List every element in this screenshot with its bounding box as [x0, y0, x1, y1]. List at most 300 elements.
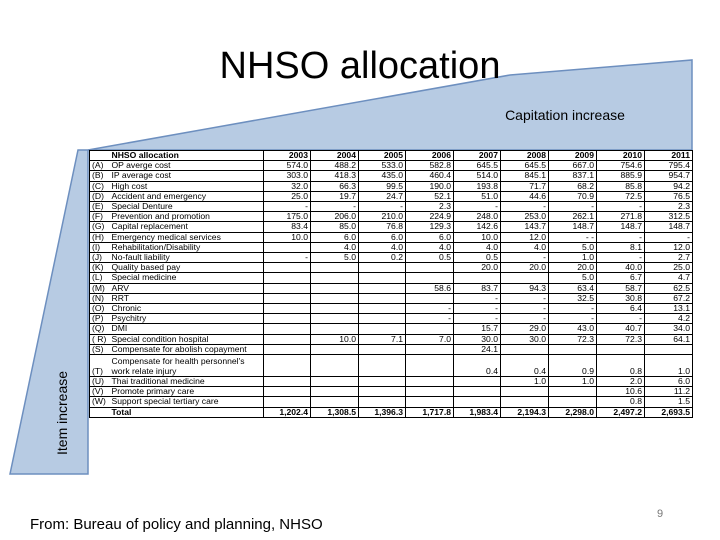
year-value [359, 293, 406, 303]
year-value: 2.0 [597, 377, 645, 387]
row-code: (S) [90, 344, 110, 354]
row-label: OP averge cost [110, 161, 264, 171]
year-value [406, 324, 454, 334]
table-row [90, 377, 693, 387]
year-value: 954.7 [645, 171, 693, 181]
year-value: 7.0 [406, 334, 454, 344]
year-value: 460.4 [406, 171, 454, 181]
year-value [597, 344, 645, 354]
year-value: 10.0 [454, 232, 501, 242]
year-value: - [501, 293, 549, 303]
year-value: 6.0 [359, 232, 406, 242]
year-value: - [501, 314, 549, 324]
row-code: (P) [90, 314, 110, 324]
year-value: - [597, 202, 645, 212]
row-code: (H) [90, 232, 110, 242]
year-value: 148.7 [549, 222, 597, 232]
year-value: 262.1 [549, 212, 597, 222]
year-value: 4.0 [454, 242, 501, 252]
year-value: 142.6 [454, 222, 501, 232]
year-value: 1.0 [549, 253, 597, 263]
year-value: 24.1 [454, 344, 501, 354]
row-label: IP average cost [110, 171, 264, 181]
year-value: 845.1 [501, 171, 549, 181]
year-value: 72.3 [549, 334, 597, 344]
year-value: 76.8 [359, 222, 406, 232]
row-code: (W) [90, 397, 110, 407]
year-value: 2.3 [406, 202, 454, 212]
year-value: 2007 [454, 151, 501, 161]
year-value: - [549, 202, 597, 212]
year-value: - - [549, 232, 597, 242]
year-value: 667.0 [549, 161, 597, 171]
year-value: 58.7 [597, 283, 645, 293]
year-value [264, 334, 311, 344]
year-value: - [501, 253, 549, 263]
year-value [311, 314, 359, 324]
table-row [90, 273, 693, 283]
year-value [359, 377, 406, 387]
year-value [454, 377, 501, 387]
year-value: 40.0 [597, 263, 645, 273]
year-value: 58.6 [406, 283, 454, 293]
row-label: Special medicine [110, 273, 264, 283]
year-value: 64.1 [645, 334, 693, 344]
year-value: 7.1 [359, 334, 406, 344]
year-value [311, 293, 359, 303]
year-value: 1.5 [645, 397, 693, 407]
year-value [311, 263, 359, 273]
capitation-increase-label: Capitation increase [505, 107, 625, 123]
year-value: 4.2 [645, 314, 693, 324]
year-value: - [406, 304, 454, 314]
year-value [264, 397, 311, 407]
row-label: DMI [110, 324, 264, 334]
year-value: 5.0 [311, 253, 359, 263]
year-value: 143.7 [501, 222, 549, 232]
row-code: (N) [90, 293, 110, 303]
year-value: 4.7 [645, 273, 693, 283]
year-value [264, 314, 311, 324]
year-value: 2,298.0 [549, 407, 597, 417]
row-code: (I) [90, 242, 110, 252]
year-value: 1,202.4 [264, 407, 311, 417]
year-value [311, 283, 359, 293]
year-value: 12.0 [501, 232, 549, 242]
year-value [311, 273, 359, 283]
table-row [90, 253, 693, 263]
year-value: 10.6 [597, 387, 645, 397]
year-value [501, 387, 549, 397]
year-value [359, 304, 406, 314]
item-increase-label: Item increase [54, 370, 70, 455]
year-value: 4.0 [311, 242, 359, 252]
table-row [90, 212, 693, 222]
year-value [264, 344, 311, 354]
year-value [359, 344, 406, 354]
table-row [90, 283, 693, 293]
year-value: - [501, 202, 549, 212]
year-value: - [549, 314, 597, 324]
row-code: (A) [90, 161, 110, 171]
year-value: 83.7 [454, 283, 501, 293]
year-value: 4.0 [359, 242, 406, 252]
year-value [406, 397, 454, 407]
row-label: Total [110, 407, 264, 417]
year-value: 0.4 [454, 355, 501, 377]
row-code: (B) [90, 171, 110, 181]
year-value: 582.8 [406, 161, 454, 171]
year-value: 0.2 [359, 253, 406, 263]
year-value: 25.0 [264, 191, 311, 201]
year-value [406, 263, 454, 273]
year-value [454, 387, 501, 397]
year-value: - [359, 202, 406, 212]
year-value: 70.9 [549, 191, 597, 201]
row-label: NHSO allocation [110, 151, 264, 161]
year-value [406, 387, 454, 397]
year-value: 129.3 [406, 222, 454, 232]
table-row [90, 355, 693, 377]
year-value: - [264, 253, 311, 263]
year-value: 99.5 [359, 181, 406, 191]
year-value [264, 387, 311, 397]
year-value: 514.0 [454, 171, 501, 181]
row-label: Capital replacement [110, 222, 264, 232]
table-row [90, 344, 693, 354]
row-code [90, 407, 110, 417]
year-value: 5.0 [549, 242, 597, 252]
row-label: Promote primary care [110, 387, 264, 397]
year-value [359, 273, 406, 283]
table-row [90, 191, 693, 201]
row-code [90, 151, 110, 161]
year-value [549, 387, 597, 397]
year-value: - [311, 202, 359, 212]
year-value: 1,308.5 [311, 407, 359, 417]
table-row [90, 387, 693, 397]
year-value: 52.1 [406, 191, 454, 201]
table-header-row [90, 151, 693, 161]
year-value: 303.0 [264, 171, 311, 181]
year-value: 754.6 [597, 161, 645, 171]
year-value: 24.7 [359, 191, 406, 201]
year-value: 29.0 [501, 324, 549, 334]
year-value: 25.0 [645, 263, 693, 273]
year-value: - [264, 202, 311, 212]
year-value: - [645, 232, 693, 242]
year-value: 72.3 [597, 334, 645, 344]
row-label: Prevention and promotion [110, 212, 264, 222]
row-label: Support special tertiary care [110, 397, 264, 407]
year-value [406, 293, 454, 303]
year-value [501, 397, 549, 407]
table-row [90, 232, 693, 242]
year-value [549, 344, 597, 354]
year-value: 32.5 [549, 293, 597, 303]
year-value: 1,717.8 [406, 407, 454, 417]
year-value [406, 377, 454, 387]
year-value: 83.4 [264, 222, 311, 232]
source-note: From: Bureau of policy and planning, NHSO [30, 516, 323, 533]
year-value: 795.4 [645, 161, 693, 171]
year-value: 6.0 [645, 377, 693, 387]
year-value: 30.0 [454, 334, 501, 344]
table-row [90, 314, 693, 324]
year-value: - [501, 304, 549, 314]
year-value: 1,396.3 [359, 407, 406, 417]
year-value: 34.0 [645, 324, 693, 334]
row-code: (U) [90, 377, 110, 387]
row-code: (K) [90, 263, 110, 273]
year-value: 94.2 [645, 181, 693, 191]
year-value: - [597, 232, 645, 242]
year-value: 418.3 [311, 171, 359, 181]
year-value: 6.0 [406, 232, 454, 242]
year-value: 1.0 [549, 377, 597, 387]
row-code: (E) [90, 202, 110, 212]
year-value: 2,194.3 [501, 407, 549, 417]
year-value: 76.5 [645, 191, 693, 201]
year-value: 85.8 [597, 181, 645, 191]
year-value: 1.0 [501, 377, 549, 387]
year-value: 574.0 [264, 161, 311, 171]
year-value [264, 273, 311, 283]
year-value: - [454, 304, 501, 314]
year-value: 43.0 [549, 324, 597, 334]
year-value: 32.0 [264, 181, 311, 191]
table-total-row [90, 407, 693, 417]
row-label: Psychitry [110, 314, 264, 324]
year-value: 175.0 [264, 212, 311, 222]
year-value: 533.0 [359, 161, 406, 171]
row-label: Rehabilitation/Disability [110, 242, 264, 252]
year-value: 271.8 [597, 212, 645, 222]
year-value [406, 344, 454, 354]
year-value [311, 344, 359, 354]
row-code: (D) [90, 191, 110, 201]
row-label: Emergency medical services [110, 232, 264, 242]
year-value [264, 263, 311, 273]
table-row [90, 181, 693, 191]
allocation-table-container [89, 150, 692, 474]
year-value: 2010 [597, 151, 645, 161]
year-value: 0.8 [597, 397, 645, 407]
table-row [90, 263, 693, 273]
year-value [264, 283, 311, 293]
year-value: 488.2 [311, 161, 359, 171]
year-value: 193.8 [454, 181, 501, 191]
table-row [90, 293, 693, 303]
year-value: 11.2 [645, 387, 693, 397]
year-value: - [454, 314, 501, 324]
year-value: 0.5 [454, 253, 501, 263]
year-value [454, 397, 501, 407]
year-value: 13.1 [645, 304, 693, 314]
row-code: ( R) [90, 334, 110, 344]
year-value: 210.0 [359, 212, 406, 222]
row-code: (L) [90, 273, 110, 283]
year-value: 0.5 [406, 253, 454, 263]
year-value: 148.7 [597, 222, 645, 232]
year-value [501, 344, 549, 354]
year-value: 148.7 [645, 222, 693, 232]
year-value [501, 273, 549, 283]
year-value: 435.0 [359, 171, 406, 181]
year-value: 72.5 [597, 191, 645, 201]
year-value: 40.7 [597, 324, 645, 334]
year-value: 20.0 [549, 263, 597, 273]
year-value: 94.3 [501, 283, 549, 293]
year-value: 20.0 [501, 263, 549, 273]
year-value: 10.0 [264, 232, 311, 242]
year-value: 8.1 [597, 242, 645, 252]
item-increase-wedge [10, 150, 88, 474]
year-value: - [597, 253, 645, 263]
year-value: 2009 [549, 151, 597, 161]
year-value [311, 324, 359, 334]
year-value: 12.0 [645, 242, 693, 252]
allocation-table [89, 150, 693, 418]
year-value: 66.3 [311, 181, 359, 191]
year-value: 0.4 [501, 355, 549, 377]
year-value [264, 293, 311, 303]
row-label: Special Denture [110, 202, 264, 212]
row-label: ARV [110, 283, 264, 293]
year-value: 6.4 [597, 304, 645, 314]
row-code: (Q) [90, 324, 110, 334]
year-value [264, 355, 311, 377]
year-value: 253.0 [501, 212, 549, 222]
year-value: 2004 [311, 151, 359, 161]
year-value [264, 304, 311, 314]
year-value: 0.9 [549, 355, 597, 377]
row-label: Chronic [110, 304, 264, 314]
year-value: 20.0 [454, 263, 501, 273]
year-value: 2,693.5 [645, 407, 693, 417]
year-value: 67.2 [645, 293, 693, 303]
year-value: 4.0 [406, 242, 454, 252]
year-value: 6.0 [311, 232, 359, 242]
year-value: 837.1 [549, 171, 597, 181]
year-value: 2005 [359, 151, 406, 161]
page-number: 9 [656, 508, 664, 520]
year-value: - [597, 314, 645, 324]
table-row [90, 324, 693, 334]
year-value: 1,983.4 [454, 407, 501, 417]
year-value [264, 324, 311, 334]
year-value [264, 377, 311, 387]
row-label: RRT [110, 293, 264, 303]
row-code: (V) [90, 387, 110, 397]
row-code: (F) [90, 212, 110, 222]
row-code: (C) [90, 181, 110, 191]
row-code: (O) [90, 304, 110, 314]
year-value: 63.4 [549, 283, 597, 293]
year-value [454, 273, 501, 283]
year-value: 2,497.2 [597, 407, 645, 417]
year-value: 30.8 [597, 293, 645, 303]
year-value: - [406, 314, 454, 324]
year-value: 51.0 [454, 191, 501, 201]
year-value [311, 304, 359, 314]
year-value [359, 387, 406, 397]
year-value: 645.5 [501, 161, 549, 171]
year-value [645, 344, 693, 354]
year-value: 71.7 [501, 181, 549, 191]
year-value: 2006 [406, 151, 454, 161]
row-code: (T) [90, 355, 110, 377]
year-value [406, 355, 454, 377]
row-label: High cost [110, 181, 264, 191]
row-label: Quality based pay [110, 263, 264, 273]
year-value: 885.9 [597, 171, 645, 181]
year-value [311, 397, 359, 407]
row-label: Thai traditional medicine [110, 377, 264, 387]
table-row [90, 397, 693, 407]
year-value [406, 273, 454, 283]
table-row [90, 222, 693, 232]
year-value [311, 387, 359, 397]
table-row [90, 242, 693, 252]
year-value [311, 377, 359, 387]
year-value: 206.0 [311, 212, 359, 222]
year-value: 2003 [264, 151, 311, 161]
year-value: - [454, 293, 501, 303]
year-value: 2.3 [645, 202, 693, 212]
table-row [90, 161, 693, 171]
year-value [359, 283, 406, 293]
year-value: 62.5 [645, 283, 693, 293]
year-value [359, 263, 406, 273]
row-label: Compensate for health personnel's work relate injury [110, 355, 264, 377]
year-value: 5.0 [549, 273, 597, 283]
year-value: 1.0 [645, 355, 693, 377]
year-value [359, 397, 406, 407]
year-value: - [454, 202, 501, 212]
row-label: No-fault liability [110, 253, 264, 263]
year-value: 6.7 [597, 273, 645, 283]
year-value [359, 324, 406, 334]
year-value: 0.8 [597, 355, 645, 377]
row-code: (J) [90, 253, 110, 263]
year-value [549, 397, 597, 407]
year-value: 645.5 [454, 161, 501, 171]
year-value: 224.9 [406, 212, 454, 222]
year-value: 2011 [645, 151, 693, 161]
year-value: 190.0 [406, 181, 454, 191]
year-value: 312.5 [645, 212, 693, 222]
table-row [90, 171, 693, 181]
year-value [359, 314, 406, 324]
table-row [90, 202, 693, 212]
year-value: 2008 [501, 151, 549, 161]
year-value: 30.0 [501, 334, 549, 344]
year-value: - [549, 304, 597, 314]
row-label: Accident and emergency [110, 191, 264, 201]
year-value: 4.0 [501, 242, 549, 252]
year-value: 10.0 [311, 334, 359, 344]
year-value: 248.0 [454, 212, 501, 222]
year-value [264, 242, 311, 252]
row-code: (G) [90, 222, 110, 232]
slide-title: NHSO allocation [219, 45, 501, 87]
year-value: 44.6 [501, 191, 549, 201]
table-row [90, 334, 693, 344]
year-value: 68.2 [549, 181, 597, 191]
row-code: (M) [90, 283, 110, 293]
row-label: Compensate for abolish copayment [110, 344, 264, 354]
